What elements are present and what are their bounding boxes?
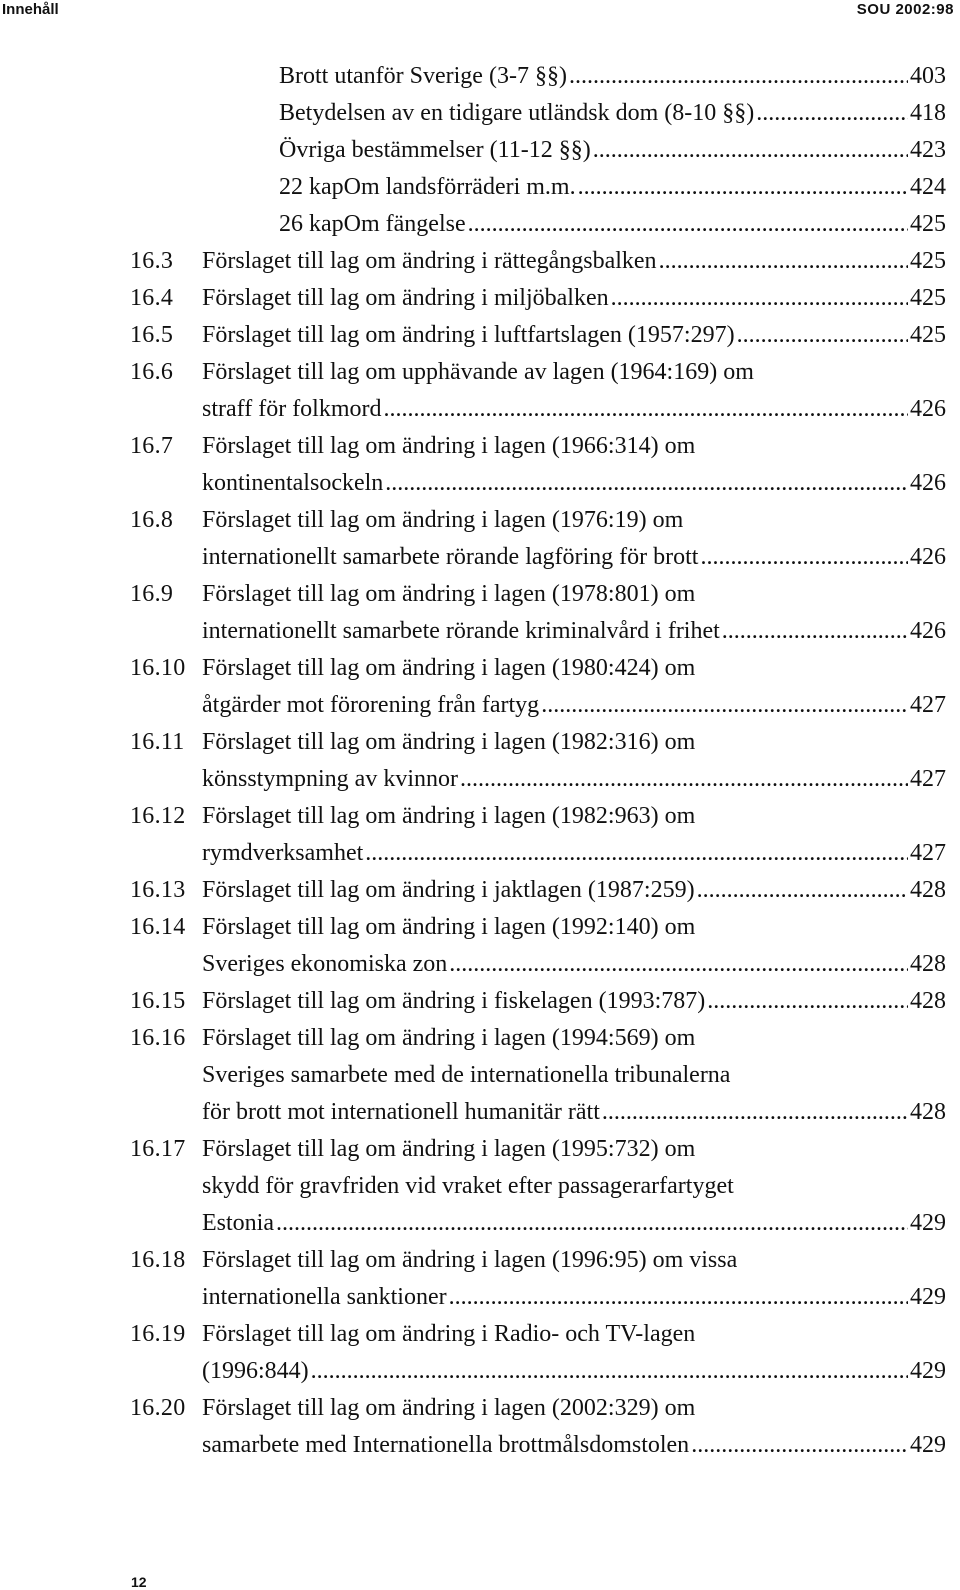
toc-entry-number: 16.18 [130,1247,186,1273]
toc-entry[interactable] [130,206,946,243]
toc-entry-title-line: internationella sanktioner [202,1284,447,1310]
toc-entry-title-line: Betydelsen av en tidigare utländsk dom (8-10 §§) [279,100,755,126]
dot-leader [756,95,908,132]
toc-entry-number: 16.15 [130,988,186,1014]
dot-leader [602,1094,908,1131]
toc-entry[interactable] [130,428,960,502]
toc-entry-page: 403 [910,63,946,89]
toc-entry-page: 428 [910,877,946,903]
toc-entry-number: 16.13 [130,877,186,903]
toc-entry-page: 426 [910,618,946,644]
running-header [0,0,960,20]
toc-entry-number: 16.5 [130,322,174,348]
header-section-title: Innehåll [2,1,59,18]
dot-leader [578,169,908,206]
toc-entry-title-line: Förslaget till lag om ändring i lagen (1976:19) om [202,507,684,533]
dot-leader [691,1427,908,1464]
toc-entry-title-line: Förslaget till lag om ändring i fiskelagen (1993:787) [202,988,706,1014]
toc-entry[interactable] [130,354,960,428]
toc-entry-page: 423 [910,137,946,163]
toc-entry-number: 16.7 [130,433,174,459]
toc-entry[interactable] [130,280,960,317]
toc-entry-page: 428 [910,988,946,1014]
toc-entry[interactable] [130,243,960,280]
toc-entry-page: 429 [910,1432,946,1458]
toc-entry-page: 418 [910,100,946,126]
toc-entry[interactable] [130,650,960,724]
toc-entry-number: 16.8 [130,507,174,533]
toc-entry-title-line: Förslaget till lag om ändring i lagen (1992:140) om [202,914,696,940]
table-of-contents [130,58,960,1464]
toc-entry[interactable] [130,1131,960,1242]
toc-entry-title-line: Förslaget till lag om ändring i lagen (1980:424) om [202,655,696,681]
dot-leader [722,613,908,650]
toc-entry-page: 428 [910,951,946,977]
toc-entry-page: 427 [910,766,946,792]
toc-entry-page: 425 [910,322,946,348]
toc-entry-title-line: 22 kapOm landsförräderi m.m. [279,174,576,200]
toc-entry-title-line: Förslaget till lag om ändring i rättegångsbalken [202,248,657,274]
toc-entry-title-line: Förslaget till lag om ändring i lagen (1982:316) om [202,729,696,755]
toc-entry-number: 16.3 [130,248,174,274]
toc-entry-number: 16.9 [130,581,174,607]
dot-leader [449,1279,908,1316]
dot-leader [593,132,908,169]
toc-entry-number: 16.19 [130,1321,186,1347]
toc-entry-number: 16.6 [130,359,174,385]
toc-entry[interactable] [130,1390,960,1464]
dot-leader [384,391,908,428]
toc-entry-title-line: Förslaget till lag om ändring i lagen (1994:569) om [202,1025,696,1051]
toc-entry-number: 16.12 [130,803,186,829]
toc-entry-number: 16.14 [130,914,186,940]
toc-entry[interactable] [130,1020,960,1131]
dot-leader [737,317,908,354]
toc-entry-title-line: Förslaget till lag om ändring i luftfartslagen (1957:297) [202,322,735,348]
toc-entry-title-line: för brott mot internationell humanitär rätt [202,1099,600,1125]
toc-entry-page: 429 [910,1358,946,1384]
toc-entry[interactable] [130,169,946,206]
page-number: 12 [131,1574,147,1590]
toc-entry-title-line: Estonia [202,1210,274,1236]
toc-entry-page: 426 [910,396,946,422]
toc-entry-title-line: Sveriges ekonomiska zon [202,951,448,977]
dot-leader [569,58,908,95]
dot-leader [449,946,908,983]
dot-leader [276,1205,908,1242]
toc-entry[interactable] [130,983,960,1020]
header-document-id: SOU 2002:98 [856,1,954,18]
toc-entry-title-line: (1996:844) [202,1358,309,1384]
dot-leader [697,872,908,909]
dot-leader [541,687,908,724]
toc-entry-page: 429 [910,1210,946,1236]
toc-entry-title-line: Förslaget till lag om ändring i lagen (2002:329) om [202,1395,696,1421]
toc-entry[interactable] [130,502,960,576]
toc-entry-page: 426 [910,470,946,496]
toc-entry[interactable] [130,576,960,650]
toc-entry-title-line: straff för folkmord [202,396,382,422]
toc-entry-page: 428 [910,1099,946,1125]
toc-entry-number: 16.4 [130,285,174,311]
dot-leader [468,206,908,243]
toc-entry-page: 425 [910,248,946,274]
toc-entry-title-line: Förslaget till lag om ändring i lagen (1982:963) om [202,803,696,829]
toc-entry-page: 425 [910,285,946,311]
toc-entry-title-line: skydd för gravfriden vid vraket efter passagerarfartyget [202,1173,734,1199]
toc-entry-title-line: Sveriges samarbete med de internationella tribunalerna [202,1062,731,1088]
toc-entry-title-line: Förslaget till lag om ändring i miljöbalken [202,285,609,311]
toc-entry[interactable] [130,1242,960,1316]
toc-entry-title-line: Förslaget till lag om ändring i Radio- och TV-lagen [202,1321,696,1347]
toc-entry-title-line: åtgärder mot förorening från fartyg [202,692,540,718]
toc-entry-page: 429 [910,1284,946,1310]
toc-entry-number: 16.16 [130,1025,186,1051]
toc-entry-title-line: internationellt samarbete rörande kriminalvård i frihet [202,618,720,644]
toc-entry[interactable] [130,58,946,95]
toc-entry-number: 16.20 [130,1395,186,1421]
toc-entry-number: 16.17 [130,1136,186,1162]
toc-entry-title-line: Övriga bestämmelser (11-12 §§) [279,137,591,163]
toc-entry[interactable] [130,724,960,798]
toc-entry-page: 424 [910,174,946,200]
dot-leader [611,280,908,317]
dot-leader [707,983,908,1020]
dot-leader [365,835,908,872]
toc-entry[interactable] [130,132,946,169]
toc-entry-title-line: rymdverksamhet [202,840,364,866]
toc-entry-title-line: Förslaget till lag om ändring i lagen (1996:95) om vissa [202,1247,738,1273]
toc-entry-page: 426 [910,544,946,570]
toc-entry-title-line: Förslaget till lag om ändring i jaktlagen (1987:259) [202,877,695,903]
toc-entry-title-line: könsstympning av kvinnor [202,766,458,792]
dot-leader [700,539,908,576]
toc-entry-title-line: Förslaget till lag om upphävande av lagen (1964:169) om [202,359,754,385]
toc-entry-title-line: internationellt samarbete rörande lagföring för brott [202,544,699,570]
dot-leader [460,761,908,798]
toc-entry-title-line: samarbete med Internationella brottmålsdomstolen [202,1432,690,1458]
dot-leader [385,465,908,502]
toc-entry[interactable] [130,1316,960,1390]
toc-entry-title-line: 26 kapOm fängelse [279,211,466,237]
toc-entry-number: 16.10 [130,655,186,681]
toc-entry-title-line: Förslaget till lag om ändring i lagen (1995:732) om [202,1136,696,1162]
toc-entry-number: 16.11 [130,729,185,755]
dot-leader [311,1353,908,1390]
dot-leader [659,243,908,280]
toc-entry-page: 425 [910,211,946,237]
toc-entry-page: 427 [910,692,946,718]
toc-entry[interactable] [130,95,946,132]
toc-entry[interactable] [130,872,960,909]
toc-entry-page: 427 [910,840,946,866]
toc-entry-title-line: Förslaget till lag om ändring i lagen (1966:314) om [202,433,696,459]
toc-entry-title-line: Förslaget till lag om ändring i lagen (1978:801) om [202,581,696,607]
toc-entry-title-line: kontinentalsockeln [202,470,384,496]
toc-entry[interactable] [130,798,960,872]
toc-entry[interactable] [130,317,960,354]
toc-entry[interactable] [130,909,960,983]
toc-entry-title-line: Brott utanför Sverige (3-7 §§) [279,63,567,89]
